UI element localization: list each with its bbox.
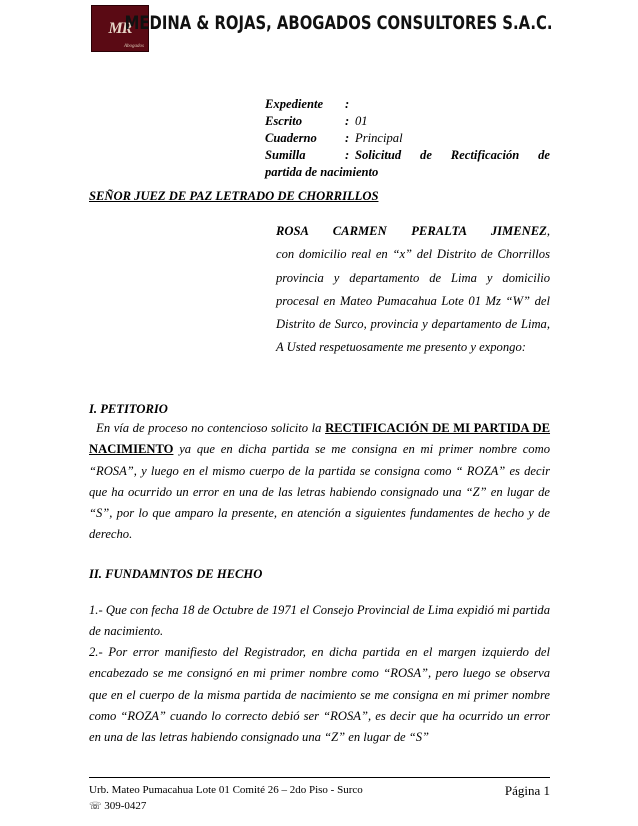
petitioner-block <box>276 220 550 360</box>
sumilla-continuation: partida de nacimiento <box>265 165 379 179</box>
meta-escrito <box>265 113 550 130</box>
phone-icon: ☏ <box>89 801 102 812</box>
petitioner-text: , con domicilio real en “x” del Distrito de Chorrillos provincia y departamento de Lima y domicilio procesal en Mateo Pumacahua Lote 01 Mz “W” del Distrito de Surco, provincia y departamento de Lima, A Usted respetuosamente me presento y expongo: <box>276 224 550 355</box>
petitioner-name: ROSA CARMEN PERALTA JIMENEZ <box>276 224 547 238</box>
petitorio-intro: En vía de proceso no contencioso solicito la <box>89 421 326 435</box>
meta-cuaderno <box>265 130 550 147</box>
expediente-label: Expediente <box>265 97 324 111</box>
petitorio-paragraph <box>89 418 550 546</box>
petitorio-title: I. PETITORIO <box>89 402 168 416</box>
firm-name: MEDINA & ROJAS, ABOGADOS CONSULTORES S.A.C. <box>124 12 552 34</box>
fundamentos-title: II. FUNDAMNTOS DE HECHO <box>89 567 263 581</box>
addressee: SEÑOR JUEZ DE PAZ LETRADO DE CHORRILLOS <box>89 189 379 203</box>
escrito-value: 01 <box>355 114 368 128</box>
sumilla-value: Solicitud de Rectificación de <box>355 148 550 162</box>
logo-monogram: MR <box>108 19 132 37</box>
meta-expediente <box>265 96 550 113</box>
footer-address: Urb. Mateo Pumacahua Lote 01 Comité 26 – 2do Piso - Surco <box>89 784 363 796</box>
cuaderno-value: Principal <box>355 131 403 145</box>
escrito-label: Escrito <box>265 114 303 128</box>
fundamentos-paragraph-1: 1.- Que con fecha 18 de Octubre de 1971 el Consejo Provincial de Lima expidió mi partida de nacimiento. <box>89 603 550 639</box>
case-metadata <box>265 96 550 181</box>
sumilla-label: Sumilla <box>265 148 306 162</box>
fundamentos-paragraph-2: 2.- Por error manifiesto del Registrador, en dicha partida en el margen izquierdo del encabezado se me consignó en mi primer nombre como “ROSA”, pero luego se observa que en el cuerpo de la misma partida de nacimiento se me consigna en mi primer nombre como “ROZA” cuando lo correcto debió ser “ROSA”, es decir que ha ocurrido un error en una de las letras habiendo consignado una “Z” en lugar de “S” <box>89 645 550 745</box>
expediente-sep: : <box>345 97 350 111</box>
footer-divider <box>89 777 550 778</box>
logo-subtitle: Abogados <box>124 44 144 49</box>
page-number: Página 1 <box>504 783 550 798</box>
footer-phone-number: 309-0427 <box>104 800 147 812</box>
cuaderno-sep: : <box>345 131 350 145</box>
expediente-value <box>355 96 550 113</box>
footer-phone <box>89 800 146 812</box>
cuaderno-label: Cuaderno <box>265 131 317 145</box>
sumilla-sep: : <box>345 148 350 162</box>
petitorio-highlight: RECTIFICACIÓN DE MI PARTIDA DE NACIMIENTO <box>89 421 551 457</box>
petitorio-rest: ya que en dicha partida se me consigna en mi primer nombre como “ROSA”, y luego en el mismo cuerpo de la partida se consigna como “ ROZA” es decir que ha ocurrido un error en una de las letras habiendo consignado una “Z” en lugar de “S”, por lo que amparo la presente, en atención a siguientes fundamentes de hecho y de derecho. <box>89 442 550 542</box>
escrito-sep: : <box>345 114 350 128</box>
meta-sumilla <box>265 147 550 164</box>
